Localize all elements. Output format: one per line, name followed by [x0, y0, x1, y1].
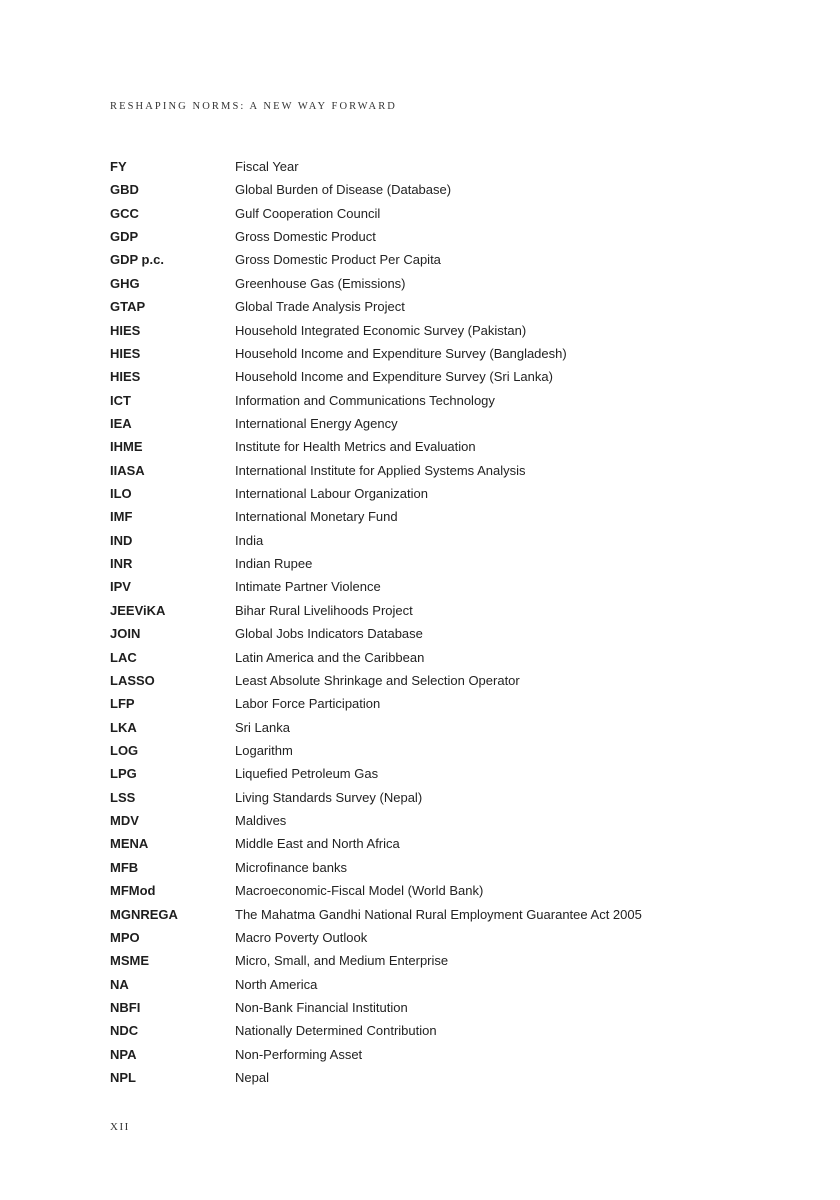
- abbreviation-row: [110, 903, 750, 926]
- abbreviation-term: LKA: [110, 719, 137, 735]
- abbreviation-definition: Labor Force Participation: [235, 696, 381, 712]
- abbreviation-definition: The Mahatma Gandhi National Rural Employment Guarantee Act 2005: [235, 906, 642, 922]
- abbreviation-term: GTAP: [110, 299, 146, 315]
- abbreviation-term: MENA: [110, 836, 149, 852]
- abbreviation-definition: Maldives: [235, 813, 287, 829]
- abbreviation-row: [110, 599, 750, 622]
- abbreviation-row: [110, 272, 750, 295]
- abbreviation-term: IMF: [110, 509, 133, 525]
- abbreviation-row: [110, 459, 750, 482]
- abbreviation-term: HIES: [110, 322, 141, 338]
- abbreviation-definition: Middle East and North Africa: [235, 836, 400, 852]
- abbreviation-term: ILO: [110, 486, 132, 502]
- abbreviation-row: [110, 739, 750, 762]
- abbreviation-definition: Global Burden of Disease (Database): [235, 182, 452, 198]
- abbreviation-term: LPG: [110, 766, 137, 782]
- abbreviation-definition: Latin America and the Caribbean: [235, 649, 425, 665]
- abbreviation-row: [110, 225, 750, 248]
- abbreviation-definition: Global Jobs Indicators Database: [235, 626, 423, 642]
- abbreviation-term: IHME: [110, 439, 143, 455]
- abbreviation-definition: Fiscal Year: [235, 159, 299, 174]
- abbreviation-definition: North America: [235, 976, 318, 992]
- abbreviation-row: [110, 996, 750, 1019]
- abbreviation-definition: Logarithm: [235, 742, 293, 758]
- running-head: RESHAPING NORMS: A NEW WAY FORWARD: [110, 101, 397, 112]
- abbreviation-row: [110, 202, 750, 225]
- abbreviation-term: MGNREGA: [110, 906, 178, 922]
- abbreviation-definition: Gross Domestic Product: [235, 229, 376, 245]
- abbreviation-term: LAC: [110, 649, 137, 665]
- abbreviation-term: LFP: [110, 696, 135, 712]
- abbreviation-definition: Institute for Health Metrics and Evaluation: [235, 439, 476, 455]
- abbreviation-term: MFB: [110, 859, 139, 875]
- abbreviation-row: [110, 949, 750, 972]
- abbreviation-row: [110, 389, 750, 412]
- abbreviation-definition: Sri Lanka: [235, 719, 290, 735]
- abbreviation-definition: Least Absolute Shrinkage and Selection Operator: [235, 672, 520, 688]
- abbreviation-definition: Household Income and Expenditure Survey (Bangladesh): [235, 345, 567, 361]
- abbreviation-term: LSS: [110, 789, 136, 805]
- abbreviation-row: [110, 435, 750, 458]
- abbreviation-term: NPA: [110, 1046, 137, 1062]
- abbreviation-row: [110, 762, 750, 785]
- abbreviation-definition: International Monetary Fund: [235, 509, 398, 525]
- abbreviation-row: [110, 716, 750, 739]
- abbreviation-row: [110, 1066, 750, 1089]
- abbreviation-definition: Nepal: [235, 1070, 269, 1086]
- abbreviation-term: MSME: [110, 953, 149, 969]
- abbreviation-row: [110, 155, 750, 178]
- abbreviation-definition: International Institute for Applied Systems Analysis: [235, 462, 526, 478]
- abbreviation-term: JOIN: [110, 626, 141, 642]
- abbreviation-row: [110, 529, 750, 552]
- abbreviation-definition: Intimate Partner Violence: [235, 579, 381, 595]
- abbreviation-term: IIASA: [110, 462, 145, 478]
- abbreviation-row: [110, 365, 750, 388]
- abbreviation-row: [110, 692, 750, 715]
- abbreviation-definition: Microfinance banks: [235, 859, 347, 875]
- abbreviation-term: GBD: [110, 182, 139, 198]
- abbreviation-definition: Indian Rupee: [235, 556, 313, 572]
- abbreviation-row: [110, 646, 750, 669]
- abbreviation-term: FY: [110, 159, 127, 174]
- abbreviation-definition: Household Income and Expenditure Survey (Sri Lanka): [235, 369, 553, 385]
- abbreviation-definition: Nationally Determined Contribution: [235, 1023, 437, 1039]
- abbreviation-term: NPL: [110, 1070, 136, 1086]
- abbreviation-row: [110, 622, 750, 645]
- abbreviation-definition: Household Integrated Economic Survey (Pakistan): [235, 322, 527, 338]
- abbreviation-term: INR: [110, 556, 133, 572]
- abbreviation-row: [110, 786, 750, 809]
- abbreviation-term: GDP p.c.: [110, 252, 164, 268]
- abbreviation-definition: Macroeconomic-Fiscal Model (World Bank): [235, 883, 484, 899]
- abbreviation-term: LOG: [110, 742, 139, 758]
- abbreviation-row: [110, 319, 750, 342]
- abbreviation-definition: Gross Domestic Product Per Capita: [235, 252, 441, 268]
- abbreviation-definition: Greenhouse Gas (Emissions): [235, 275, 406, 291]
- abbreviation-definition: Non-Performing Asset: [235, 1046, 363, 1062]
- abbreviation-row: [110, 552, 750, 575]
- abbreviation-row: [110, 1043, 750, 1066]
- abbreviation-row: [110, 809, 750, 832]
- abbreviation-term: IPV: [110, 579, 131, 595]
- abbreviation-definition: Global Trade Analysis Project: [235, 299, 405, 315]
- abbreviation-definition: Information and Communications Technology: [235, 392, 495, 408]
- abbreviation-row: [110, 575, 750, 598]
- abbreviation-definition: Gulf Cooperation Council: [235, 205, 381, 221]
- abbreviation-definition: Non-Bank Financial Institution: [235, 999, 408, 1015]
- abbreviation-row: [110, 505, 750, 528]
- abbreviation-definition: Micro, Small, and Medium Enterprise: [235, 953, 449, 969]
- abbreviation-term: NA: [110, 976, 129, 992]
- abbreviation-row: [110, 669, 750, 692]
- abbreviation-term: GCC: [110, 205, 139, 221]
- abbreviation-term: NDC: [110, 1023, 139, 1039]
- abbreviation-term: JEEViKA: [110, 602, 166, 618]
- abbreviation-term: MPO: [110, 929, 140, 945]
- abbreviation-row: [110, 856, 750, 879]
- abbreviation-term: NBFI: [110, 999, 141, 1015]
- abbreviation-definition: Liquefied Petroleum Gas: [235, 766, 379, 782]
- abbreviation-definition: Macro Poverty Outlook: [235, 929, 368, 945]
- abbreviation-row: [110, 295, 750, 318]
- abbreviation-row: [110, 926, 750, 949]
- abbreviation-term: HIES: [110, 369, 141, 385]
- abbreviation-definition: India: [235, 532, 264, 548]
- abbreviation-term: GHG: [110, 275, 140, 291]
- abbreviation-definition: International Labour Organization: [235, 486, 428, 502]
- abbreviation-term: ICT: [110, 392, 131, 408]
- abbreviation-term: IND: [110, 532, 133, 548]
- abbreviation-definition: International Energy Agency: [235, 415, 398, 431]
- abbreviation-term: IEA: [110, 415, 132, 431]
- abbreviation-row: [110, 973, 750, 996]
- abbreviation-row: [110, 879, 750, 902]
- abbreviation-list: [110, 155, 750, 1089]
- abbreviation-term: LASSO: [110, 672, 155, 688]
- abbreviation-definition: Living Standards Survey (Nepal): [235, 789, 423, 805]
- abbreviation-row: [110, 482, 750, 505]
- abbreviation-term: GDP: [110, 229, 139, 245]
- abbreviation-row: [110, 342, 750, 365]
- abbreviation-row: [110, 1019, 750, 1042]
- abbreviation-term: MFMod: [110, 883, 156, 899]
- abbreviation-term: HIES: [110, 345, 141, 361]
- page-number: XII: [110, 1121, 130, 1133]
- abbreviation-definition: Bihar Rural Livelihoods Project: [235, 602, 413, 618]
- abbreviation-term: MDV: [110, 813, 139, 829]
- abbreviation-row: [110, 248, 750, 271]
- abbreviation-row: [110, 412, 750, 435]
- abbreviation-row: [110, 832, 750, 855]
- abbreviation-row: [110, 178, 750, 201]
